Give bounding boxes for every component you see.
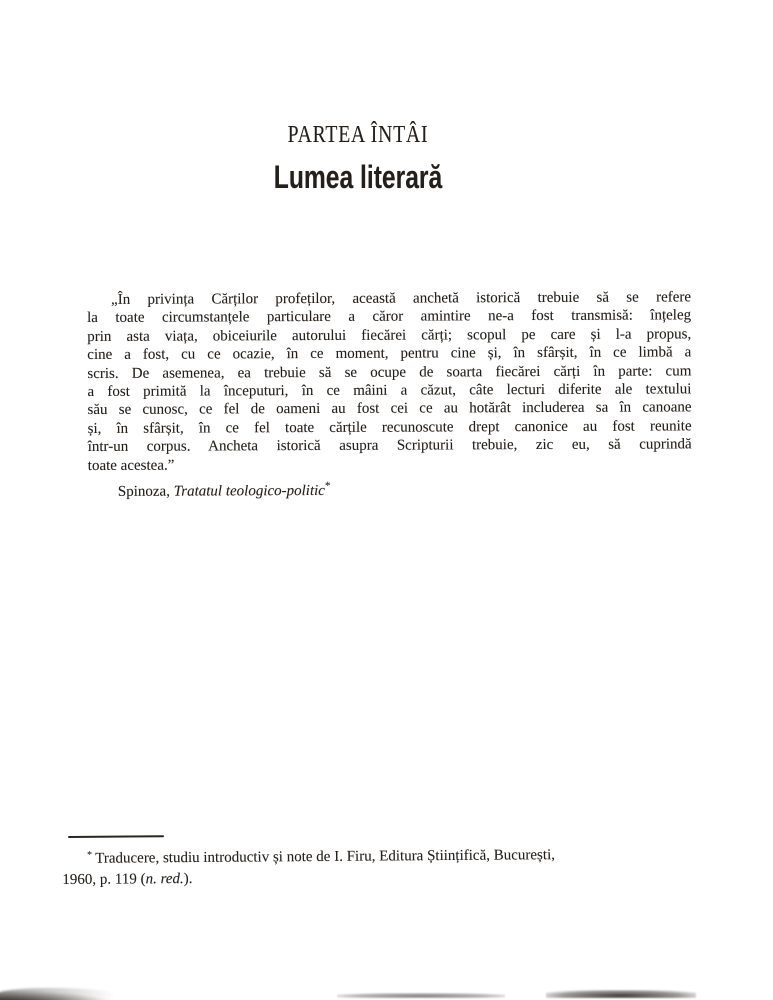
page-headings — [0, 0, 716, 193]
footnote-text-prefix: 1960, p. 119 ( — [62, 870, 146, 888]
footnote-marker: * — [87, 849, 93, 861]
quote-line-5: scris. De asemenea, ea trebuie să se ocupe de soarta fiecărei cărți în parte: cum — [87, 362, 692, 382]
footnote — [62, 831, 672, 890]
quote-line-2: la toate circumstanțele particulare a căror amintire ne-a fost transmisă: înțeleg — [87, 307, 692, 327]
quote-line-7: său se cunosc, ce fel de oameni au fost cei ce au hotărât includerea sa în canoane — [87, 399, 692, 419]
footnote-line-2 — [62, 865, 672, 890]
quote-line-10: toate acestea.” — [87, 457, 175, 474]
chapter-title: Lumea literară — [273, 158, 443, 195]
scan-streak-bottom-right — [546, 990, 696, 998]
footnote-text-suffix: ). — [183, 870, 193, 887]
scan-streak-bottom-middle — [337, 993, 505, 998]
footnote-text: Traducere, studiu introductiv și note de I. Firu, Editura Științifică, București, — [95, 847, 556, 867]
quote-attribution — [88, 480, 692, 501]
quote-line-9: într-un corpus. Ancheta istorică asupra Scripturii trebuie, zic eu, să cuprindă — [87, 436, 692, 456]
quote-line-6: a fost primită la începuturi, în ce mâini a căzut, câte lecturi diferite ale textului — [87, 381, 692, 401]
attribution-author: Spinoza, — [117, 483, 174, 500]
attribution-work-title: Tratatul teologico-politic — [173, 483, 325, 500]
quote-line-4: cine a fost, cu ce ocazie, în ce moment, pentru cine și, în sfârșit, în ce limbă a — [87, 344, 692, 364]
epigraph-quote — [87, 288, 692, 501]
attribution-footnote-marker: * — [324, 480, 331, 493]
scan-smudge-bottom-left — [0, 988, 128, 1000]
quote-line-1: „În privința Cărților profeților, această anchetă istorică trebuie să se refere — [111, 289, 692, 308]
quote-line-8: și, în sfârșit, în ce fel toate cărțile recunoscute drept canonice au fost reunite — [87, 418, 692, 437]
footnote-text-italic: n. red. — [145, 870, 184, 887]
quote-line-3: prin asta viața, obiceiurile autorului fiecărei cărți; scopul pe care și l-a propus, — [87, 326, 692, 345]
part-title: PARTEA ÎNTÂI — [287, 122, 429, 148]
footnote-rule — [68, 835, 164, 838]
